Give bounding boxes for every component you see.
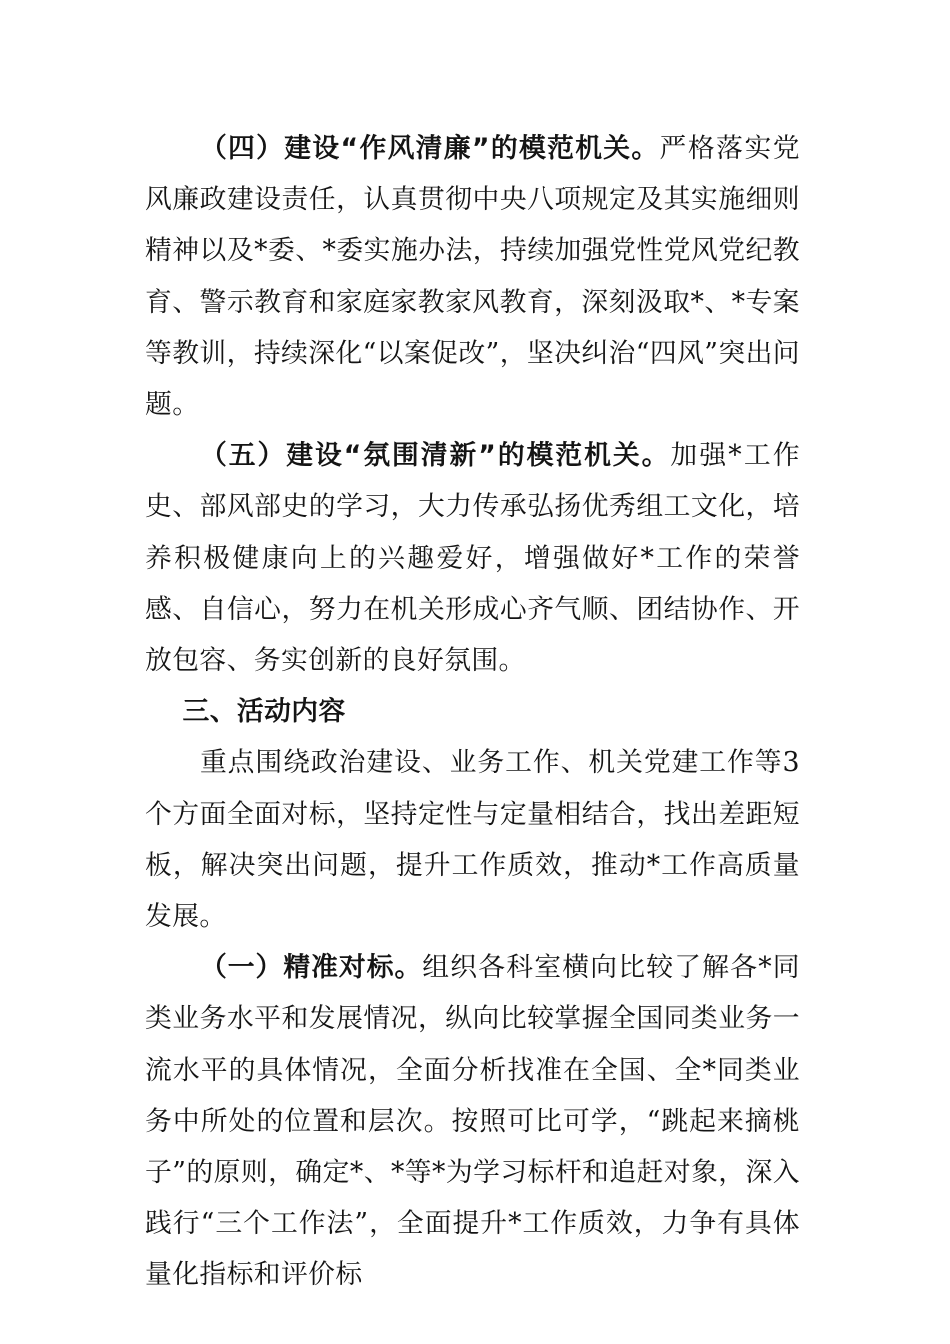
paragraph-lead: （一）精准对标。 <box>199 952 423 984</box>
paragraph-body: 严格落实党风廉政建设责任，认真贯彻中央八项规定及其实施细则精神以及*委、*委实施办法，持续加强党性党风党纪教育、警示教育和家庭家教家风教育，深刻汲取*、*专案等教训，持续深化“以案促改”，坚决纠治“四风”突出问题。 <box>145 133 801 421</box>
section-heading: 三、活动内容 <box>182 696 346 728</box>
paragraph-fresh-atmosphere <box>145 430 800 686</box>
paragraph-lead: （五）建设“氛围清新”的模范机关。 <box>199 440 671 472</box>
paragraph-clean-style <box>145 123 800 430</box>
paragraph-body: 加强*工作史、部风部史的学习，大力传承弘扬优秀组工文化，培养积极健康向上的兴趣爱好，增强做好*工作的荣誉感、自信心，努力在机关形成心齐气顺、团结协作、开放包容、务实创新的良好氛围。 <box>145 440 801 677</box>
item-precise-benchmarking <box>145 942 800 1300</box>
intro-paragraph: 重点围绕政治建设、业务工作、机关党建工作等3个方面全面对标，坚持定性与定量相结合，找出差距短板，解决突出问题，提升工作质效，推动*工作高质量发展。 <box>145 747 800 933</box>
paragraph-lead: （四）建设“作风清廉”的模范机关。 <box>199 133 660 164</box>
paragraph-body: 组织各科室横向比较了解各*同类业务水平和发展情况，纵向比较掌握全国同类业务一流水平的具体情况，全面分析找准在全国、全*同类业务中所处的位置和层次。按照可比可学，“跳起来摘桃子”的原则，确定*、*等*为学习标杆和追赶对象，深入践行“三个工作法”，全面提升*工作质效，力争有具体量化指标和评价标 <box>145 952 800 1291</box>
document-page <box>145 123 800 1301</box>
